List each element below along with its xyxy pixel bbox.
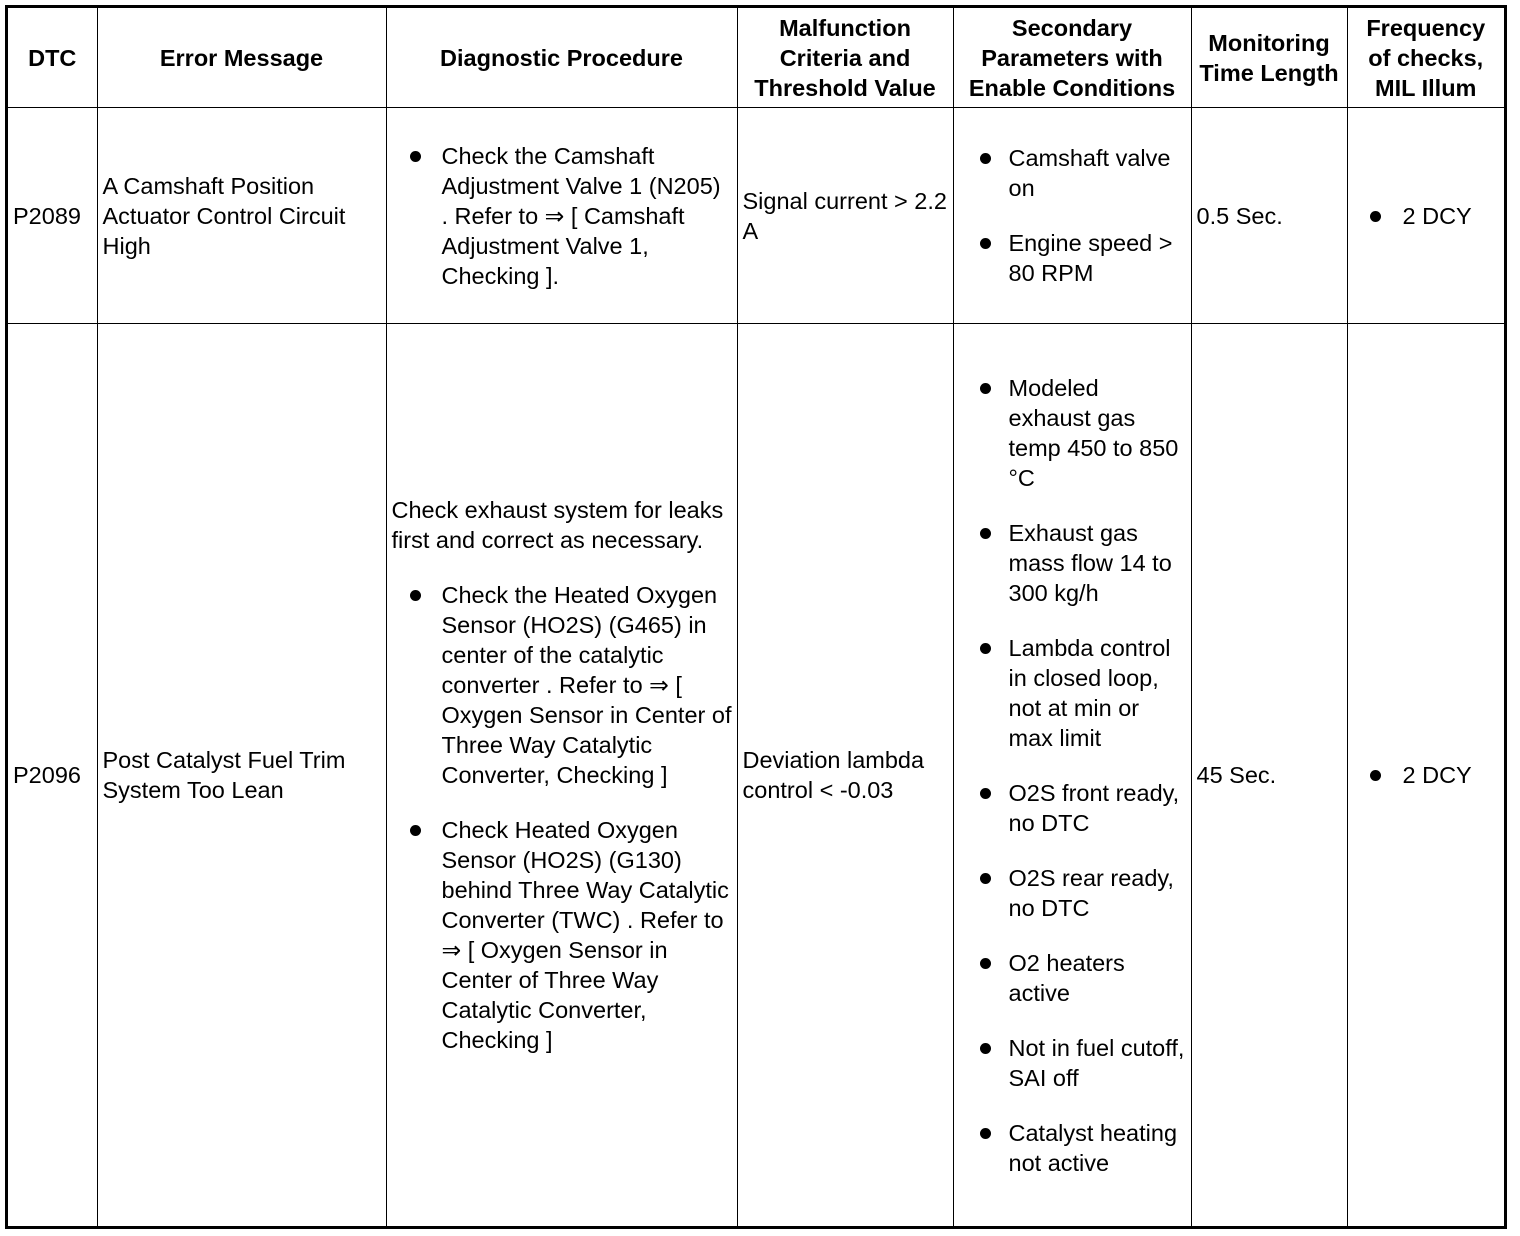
header-dtc: DTC (8, 8, 97, 108)
monitoring-time: 0.5 Sec. (1191, 108, 1347, 324)
malfunction-criteria: Signal current > 2.2 A (737, 108, 953, 324)
secondary-parameters (953, 324, 1191, 1226)
header-malfunction-criteria: Malfunction Criteria and Threshold Value (737, 8, 953, 108)
monitoring-time: 45 Sec. (1191, 324, 1347, 1226)
frequency-value: 2 DCY (1353, 760, 1500, 790)
diagnostic-procedure (386, 108, 737, 324)
procedure-list (392, 580, 732, 1055)
secondary-parameters (953, 108, 1191, 324)
secondary-parameter-list (959, 373, 1186, 1178)
frequency (1347, 108, 1504, 324)
header-monitoring-time: Monitoring Time Length (1191, 8, 1347, 108)
frequency (1347, 324, 1504, 1226)
secondary-parameter: Engine speed > 80 RPM (959, 228, 1186, 288)
malfunction-criteria: Deviation lambda control < -0.03 (737, 324, 953, 1226)
header-secondary-parameters: Secondary Parameters with Enable Conditions (953, 8, 1191, 108)
procedure-list (392, 141, 732, 291)
secondary-parameter: O2 heaters active (959, 948, 1186, 1008)
table-row (8, 324, 1504, 1226)
frequency-list (1353, 201, 1500, 231)
error-message: A Camshaft Position Actuator Control Circuit High (97, 108, 386, 324)
header-error-message: Error Message (97, 8, 386, 108)
header-frequency: Frequency of checks, MIL Illum (1347, 8, 1504, 108)
error-message: Post Catalyst Fuel Trim System Too Lean (97, 324, 386, 1226)
dtc-code: P2089 (8, 108, 97, 324)
dtc-table-frame (5, 5, 1507, 1229)
secondary-parameter: O2S front ready, no DTC (959, 778, 1186, 838)
secondary-parameter: Exhaust gas mass flow 14 to 300 kg/h (959, 518, 1186, 608)
secondary-parameter-list (959, 143, 1186, 288)
procedure-intro: Check exhaust system for leaks first and correct as necessary. (391, 497, 724, 554)
secondary-parameter: O2S rear ready, no DTC (959, 863, 1186, 923)
secondary-parameter: Modeled exhaust gas temp 450 to 850 °C (959, 373, 1186, 493)
procedure-step: Check the Heated Oxygen Sensor (HO2S) (G465) in center of the catalytic converter . Refer to ⇒ [ Oxygen Sensor in Center of Three Way Catalytic Converter, Checking ] (392, 580, 732, 790)
secondary-parameter: Not in fuel cutoff, SAI off (959, 1033, 1186, 1093)
dtc-table (8, 8, 1504, 1226)
procedure-step: Check the Camshaft Adjustment Valve 1 (N205) . Refer to ⇒ [ Camshaft Adjustment Valve 1, Checking ]. (392, 141, 732, 291)
frequency-list (1353, 760, 1500, 790)
header-row (8, 8, 1504, 108)
secondary-parameter: Camshaft valve on (959, 143, 1186, 203)
dtc-code: P2096 (8, 324, 97, 1226)
diagnostic-procedure (386, 324, 737, 1226)
procedure-step: Check Heated Oxygen Sensor (HO2S) (G130) behind Three Way Catalytic Converter (TWC) . Refer to ⇒ [ Oxygen Sensor in Center of Three Way Catalytic Converter, Checking ] (392, 815, 732, 1055)
secondary-parameter: Lambda control in closed loop, not at min or max limit (959, 633, 1186, 753)
header-diagnostic-procedure: Diagnostic Procedure (386, 8, 737, 108)
secondary-parameter: Catalyst heating not active (959, 1118, 1186, 1178)
table-row (8, 108, 1504, 324)
frequency-value: 2 DCY (1353, 201, 1500, 231)
